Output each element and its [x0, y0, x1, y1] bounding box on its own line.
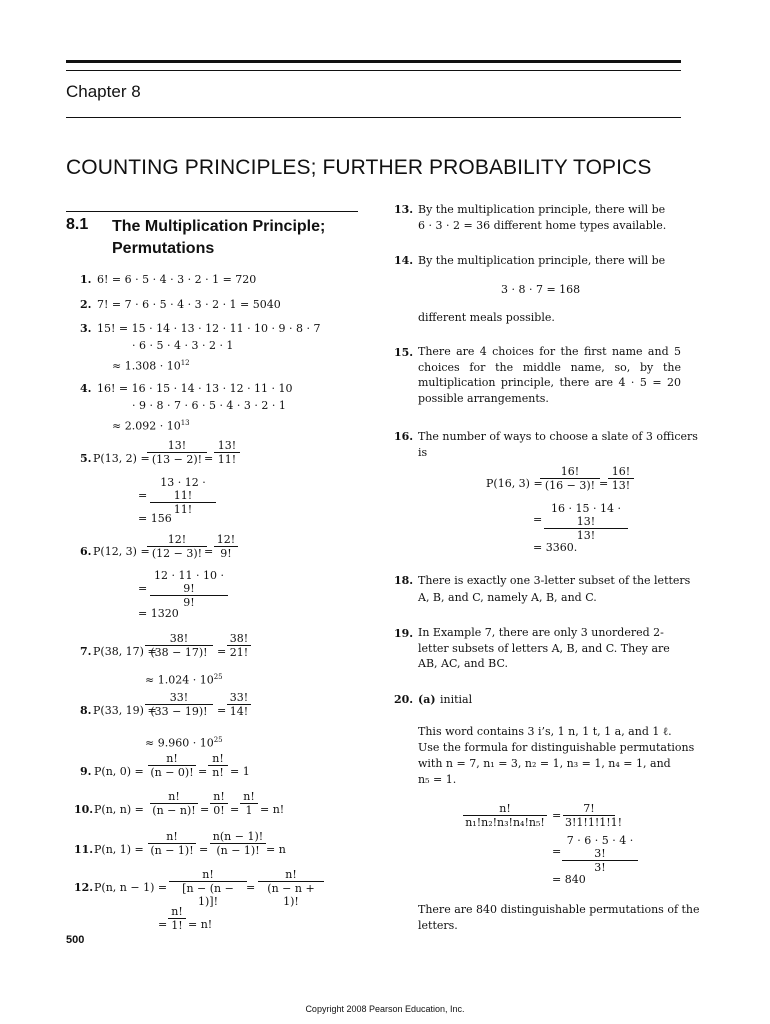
fraction: $\frac{n!}{1}$ [240, 790, 258, 817]
exercise-text [112, 416, 190, 434]
fraction: $\frac{n!}{(n - 0)!}$ [148, 752, 196, 779]
exercise-text: 15! = 15 · 14 · 13 · 12 · 11 · 10 · 9 · 8 · 7 [97, 322, 321, 335]
equals: = [199, 843, 209, 856]
exercise-text: 6! = 6 · 5 · 4 · 3 · 2 · 1 = 720 [97, 273, 257, 286]
exercise-text [112, 356, 190, 374]
exercise-number: 20. [394, 693, 414, 706]
result: = n! [188, 918, 213, 931]
equals: = [198, 765, 208, 778]
result: = 156 [138, 512, 172, 525]
exercise-number: 13. [394, 203, 414, 216]
equation-lhs: P(33, 19) = [93, 704, 157, 717]
equals: = [204, 545, 214, 558]
equals: = [204, 452, 214, 465]
equals: = [138, 582, 148, 595]
equation-lhs: P(n, n − 1) = [94, 881, 168, 894]
fraction: $\frac{38!}{21!}$ [227, 632, 251, 659]
header-rule-thin [66, 70, 681, 71]
equals: = [158, 918, 168, 931]
fraction: $\frac{38!}{(38 - 17)!}$ [145, 632, 213, 659]
header-rule-bottom [66, 117, 681, 118]
equation-lhs: P(n, n) = [94, 803, 144, 816]
fraction: $\frac{7 \cdot 6 \cdot 5 \cdot 4 \cdot 3!}{3!}$ [562, 834, 638, 874]
exercise-number: 10. [74, 803, 94, 816]
exercise-number: 11. [74, 843, 94, 856]
exercise-text: There is exactly one 3-letter subset of the letters [418, 574, 691, 587]
equals: = [552, 845, 562, 858]
result: = 1 [230, 765, 250, 778]
chapter-label: Chapter 8 [66, 82, 141, 101]
fraction: $\frac{13!}{11!}$ [214, 439, 240, 466]
equals: = [200, 803, 210, 816]
exercise-text: · 9 · 8 · 7 · 6 · 5 · 4 · 3 · 2 · 1 [132, 399, 286, 412]
approx-value: ≈ 9.960 · 10 [145, 736, 214, 750]
approx-value: ≈ 2.092 · 10 [112, 419, 181, 433]
fraction: $\frac{12!}{9!}$ [214, 533, 238, 560]
exercise-number: 3. [80, 322, 92, 335]
exercise-text: Use the formula for distinguishable permutations [418, 741, 695, 754]
result: = n! [260, 803, 285, 816]
exercise-number: 1. [80, 273, 92, 286]
fraction: $\frac{12!}{(12 - 3)!}$ [147, 533, 207, 560]
fraction: $\frac{16 \cdot 15 \cdot 14 \cdot 13!}{13!}$ [544, 502, 628, 542]
exercise-text: There are 840 distinguishable permutations of the [418, 903, 700, 916]
fraction: $\frac{33!}{(33 - 19)!}$ [145, 691, 213, 718]
equation: 3 · 8 · 7 = 168 [501, 283, 581, 296]
part-label: (a) [418, 693, 436, 706]
exercise-text: letters. [418, 919, 458, 932]
exercise-number: 9. [80, 765, 92, 778]
result [145, 670, 223, 688]
equals: = [533, 513, 543, 526]
fraction: $\frac{n!}{1!}$ [168, 905, 186, 932]
approx-value: ≈ 1.308 · 10 [112, 359, 181, 373]
copyright: Copyright 2008 Pearson Education, Inc. [305, 1004, 465, 1014]
chapter-title: COUNTING PRINCIPLES; FURTHER PROBABILITY TOPICS [66, 156, 652, 179]
exercise-number: 5. [80, 452, 92, 465]
fraction: $\frac{16!}{(16 - 3)!}$ [540, 465, 600, 492]
exercise-number: 14. [394, 254, 414, 267]
exercise-text: with n = 7, n₁ = 3, n₂ = 1, n₃ = 1, n₄ = 1, and [418, 757, 671, 770]
fraction: $\frac{n!}{0!}$ [210, 790, 228, 817]
equals: = [138, 489, 148, 502]
equation-lhs: P(13, 2) = [93, 452, 150, 465]
equation-lhs: P(12, 3) = [93, 545, 150, 558]
equals: = [552, 809, 562, 822]
exercise-text: In Example 7, there are only 3 unordered 2-letter subsets of letters A, B, and C. They are AB, AC, and BC. [418, 626, 670, 670]
page-number: 500 [66, 934, 85, 946]
exponent: 25 [213, 736, 223, 744]
fraction: $\frac{13!}{(13 - 2)!}$ [147, 439, 207, 466]
exercise-text: This word contains 3 i’s, 1 n, 1 t, 1 a, and 1 ℓ. [418, 725, 672, 738]
header-rule-thick [66, 60, 681, 63]
fraction: $\frac{13 \cdot 12 \cdot 11!}{11!}$ [150, 476, 216, 516]
exercise-number: 4. [80, 382, 92, 395]
exercise-text: · 6 · 5 · 4 · 3 · 2 · 1 [132, 339, 234, 352]
exercise-text: n₅ = 1. [418, 773, 457, 786]
equation-lhs: P(n, 1) = [94, 843, 144, 856]
exercise-number: 16. [394, 430, 414, 443]
exercise-text: 7! = 7 · 6 · 5 · 4 · 3 · 2 · 1 = 5040 [97, 298, 281, 311]
fraction: $\frac{33!}{14!}$ [227, 691, 251, 718]
fraction: $\frac{n!}{(n - 1)!}$ [148, 830, 196, 857]
exercise-text: A, B, and C, namely A, B, and C. [418, 591, 597, 604]
exercise-number: 18. [394, 574, 414, 587]
exercise-number: 15. [394, 346, 414, 359]
result: = 3360. [533, 541, 578, 554]
exercise-text: The number of ways to choose a slate of 3 officers [418, 430, 698, 443]
exercise-number: 6. [80, 545, 92, 558]
equals: = [246, 881, 256, 894]
fraction: $\frac{n!}{n!}$ [208, 752, 228, 779]
result: = 1320 [138, 607, 179, 620]
exercise-text: is [418, 446, 428, 459]
result: = 840 [552, 873, 586, 886]
exercise-text: 16! = 16 · 15 · 14 · 13 · 12 · 11 · 10 [97, 382, 293, 395]
fraction: $\frac{12 \cdot 11 \cdot 10 \cdot 9!}{9!}$ [150, 569, 228, 609]
approx-value: ≈ 1.024 · 10 [145, 673, 214, 687]
exercise-text: There are 4 choices for the first name and 5 choices for the middle name, so, by the multiplication principle, there are 4 · 5 = 20 possible arrangements. [418, 345, 681, 405]
fraction: $\frac{16!}{13!}$ [608, 465, 634, 492]
exponent: 13 [180, 419, 190, 427]
equation-lhs: P(n, 0) = [94, 765, 144, 778]
section-number: 8.1 [66, 216, 89, 233]
section-rule [66, 211, 358, 212]
fraction: $\frac{n!}{(n - n + 1)!}$ [258, 868, 324, 908]
fraction: $\frac{n!}{\text{n₁!n₂!n₃!n₄!n₅!}}$ [463, 802, 547, 829]
section-title: The Multiplication Principle; Permutations [112, 218, 326, 257]
exercise-text: By the multiplication principle, there will be [418, 203, 666, 216]
exercise-number: 19. [394, 627, 414, 640]
exercise-number: 7. [80, 645, 92, 658]
equation-lhs: P(38, 17) = [93, 645, 157, 658]
equation-lhs: P(16, 3) = [486, 477, 543, 490]
result: = n [266, 843, 286, 856]
result [145, 733, 223, 751]
exercise-number: 2. [80, 298, 92, 311]
equals: = [217, 704, 227, 717]
exponent: 12 [180, 359, 190, 367]
fraction: $\frac{n!}{(n - n)!}$ [150, 790, 198, 817]
exponent: 25 [213, 673, 223, 681]
equals: = [230, 803, 240, 816]
exercise-text: By the multiplication principle, there will be [418, 254, 666, 267]
exercise-number: 12. [74, 881, 94, 894]
exercise-number: 8. [80, 704, 92, 717]
fraction: $\frac{7!}{3!1!1!1!1!}$ [565, 802, 623, 829]
exercise-text: different meals possible. [418, 311, 555, 324]
equals: = [599, 477, 609, 490]
equals: = [217, 645, 227, 658]
fraction: $\frac{n(n - 1)!}{(n - 1)!}$ [210, 830, 266, 857]
word: initial [440, 693, 473, 706]
fraction: $\frac{n!}{[n - (n - 1)]!}$ [169, 868, 247, 908]
exercise-text: 6 · 3 · 2 = 36 different home types available. [418, 219, 667, 232]
